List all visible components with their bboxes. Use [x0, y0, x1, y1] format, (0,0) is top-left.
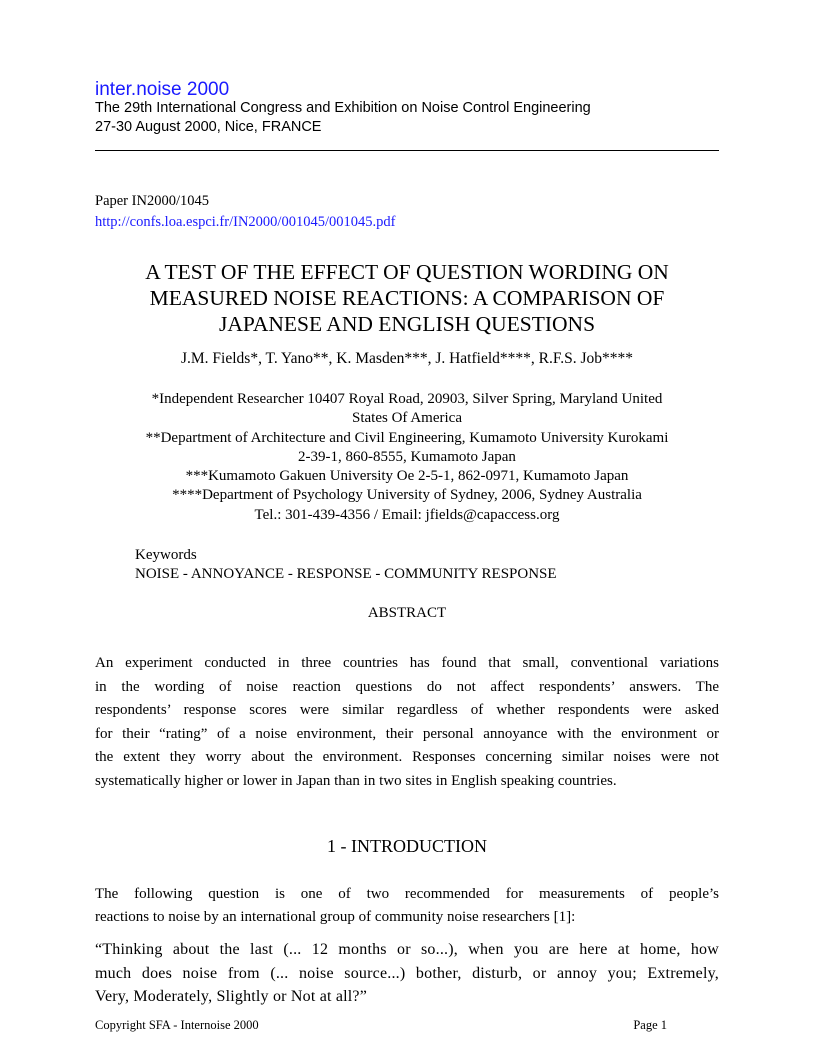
affiliation-line-4: 2-39-1, 860-8555, Kumamoto Japan: [298, 449, 516, 465]
abstract-line: the extent they worry about the environment. Responses concerning similar noises were not: [95, 749, 719, 765]
keywords-label: Keywords: [135, 547, 197, 563]
abstract-heading: ABSTRACT: [367, 605, 447, 621]
abstract-line: respondents’ response scores were similar regardless of whether respondents were asked: [95, 702, 719, 718]
abstract-line: An experiment conducted in three countries has found that small, conventional variations: [95, 655, 719, 671]
affiliation-line-3: **Department of Architecture and Civil Engineering, Kumamoto University Kurokami: [145, 430, 669, 446]
introduction-line: reactions to noise by an international group of community noise researchers [1]:: [95, 909, 576, 925]
affiliation-line-7: Tel.: 301-439-4356 / Email: jfields@capaccess.org: [254, 507, 560, 523]
quote-line: “Thinking about the last (... 12 months or so...), when you are here at home, how: [95, 941, 719, 958]
quote-line: Very, Moderately, Slightly or Not at all?”: [95, 988, 368, 1005]
survey-question-quote: [95, 938, 719, 1009]
dates-place-line: 27-30 August 2000, Nice, FRANCE: [95, 119, 322, 135]
footer-copyright: Copyright SFA - Internoise 2000: [95, 1018, 259, 1032]
header-rule: [95, 150, 719, 151]
introduction-heading: 1 - INTRODUCTION: [327, 836, 487, 856]
keywords-text: NOISE - ANNOYANCE - RESPONSE - COMMUNITY RESPONSE: [135, 566, 557, 582]
paper-id: Paper IN2000/1045: [95, 193, 209, 209]
affiliation-line-2: States Of America: [352, 410, 462, 426]
introduction-paragraph: [95, 883, 719, 929]
abstract-line: systematically higher or lower in Japan than in two sites in English speaking countries.: [95, 772, 617, 789]
congress-line: The 29th International Congress and Exhibition on Noise Control Engineering: [95, 100, 591, 116]
affiliation-line-6: ****Department of Psychology University of Sydney, 2006, Sydney Australia: [172, 487, 642, 503]
abstract-line: in the wording of noise reaction questions do not affect respondents’ answers. The: [95, 678, 719, 695]
quote-line: much does noise from (... noise source...) bother, disturb, or annoy you; Extremely,: [95, 964, 719, 982]
paper-title-line-3: JAPANESE AND ENGLISH QUESTIONS: [218, 312, 596, 336]
paper-title-line-2: MEASURED NOISE REACTIONS: A COMPARISON OF: [149, 286, 665, 310]
paper-url-link[interactable]: http://confs.loa.espci.fr/IN2000/001045/001045.pdf: [95, 214, 396, 230]
abstract-line: for their “rating” of a noise environment, their personal annoyance with the environment or: [95, 725, 719, 742]
abstract-body: [95, 652, 719, 793]
paper-title-line-1: A TEST OF THE EFFECT OF QUESTION WORDING ON: [145, 260, 669, 284]
introduction-line: The following question is one of two recommended for measurements of people’s: [95, 886, 719, 902]
authors: J.M. Fields*, T. Yano**, K. Masden***, J. Hatfield****, R.F.S. Job****: [180, 350, 634, 367]
footer-page-number: Page 1: [633, 1018, 667, 1032]
affiliation-line-5: ***Kumamoto Gakuen University Oe 2-5-1, 862-0971, Kumamoto Japan: [185, 468, 629, 484]
affiliation-line-1: *Independent Researcher 10407 Royal Road, 20903, Silver Spring, Maryland United: [151, 391, 663, 407]
conference-name: inter.noise 2000: [95, 79, 230, 100]
